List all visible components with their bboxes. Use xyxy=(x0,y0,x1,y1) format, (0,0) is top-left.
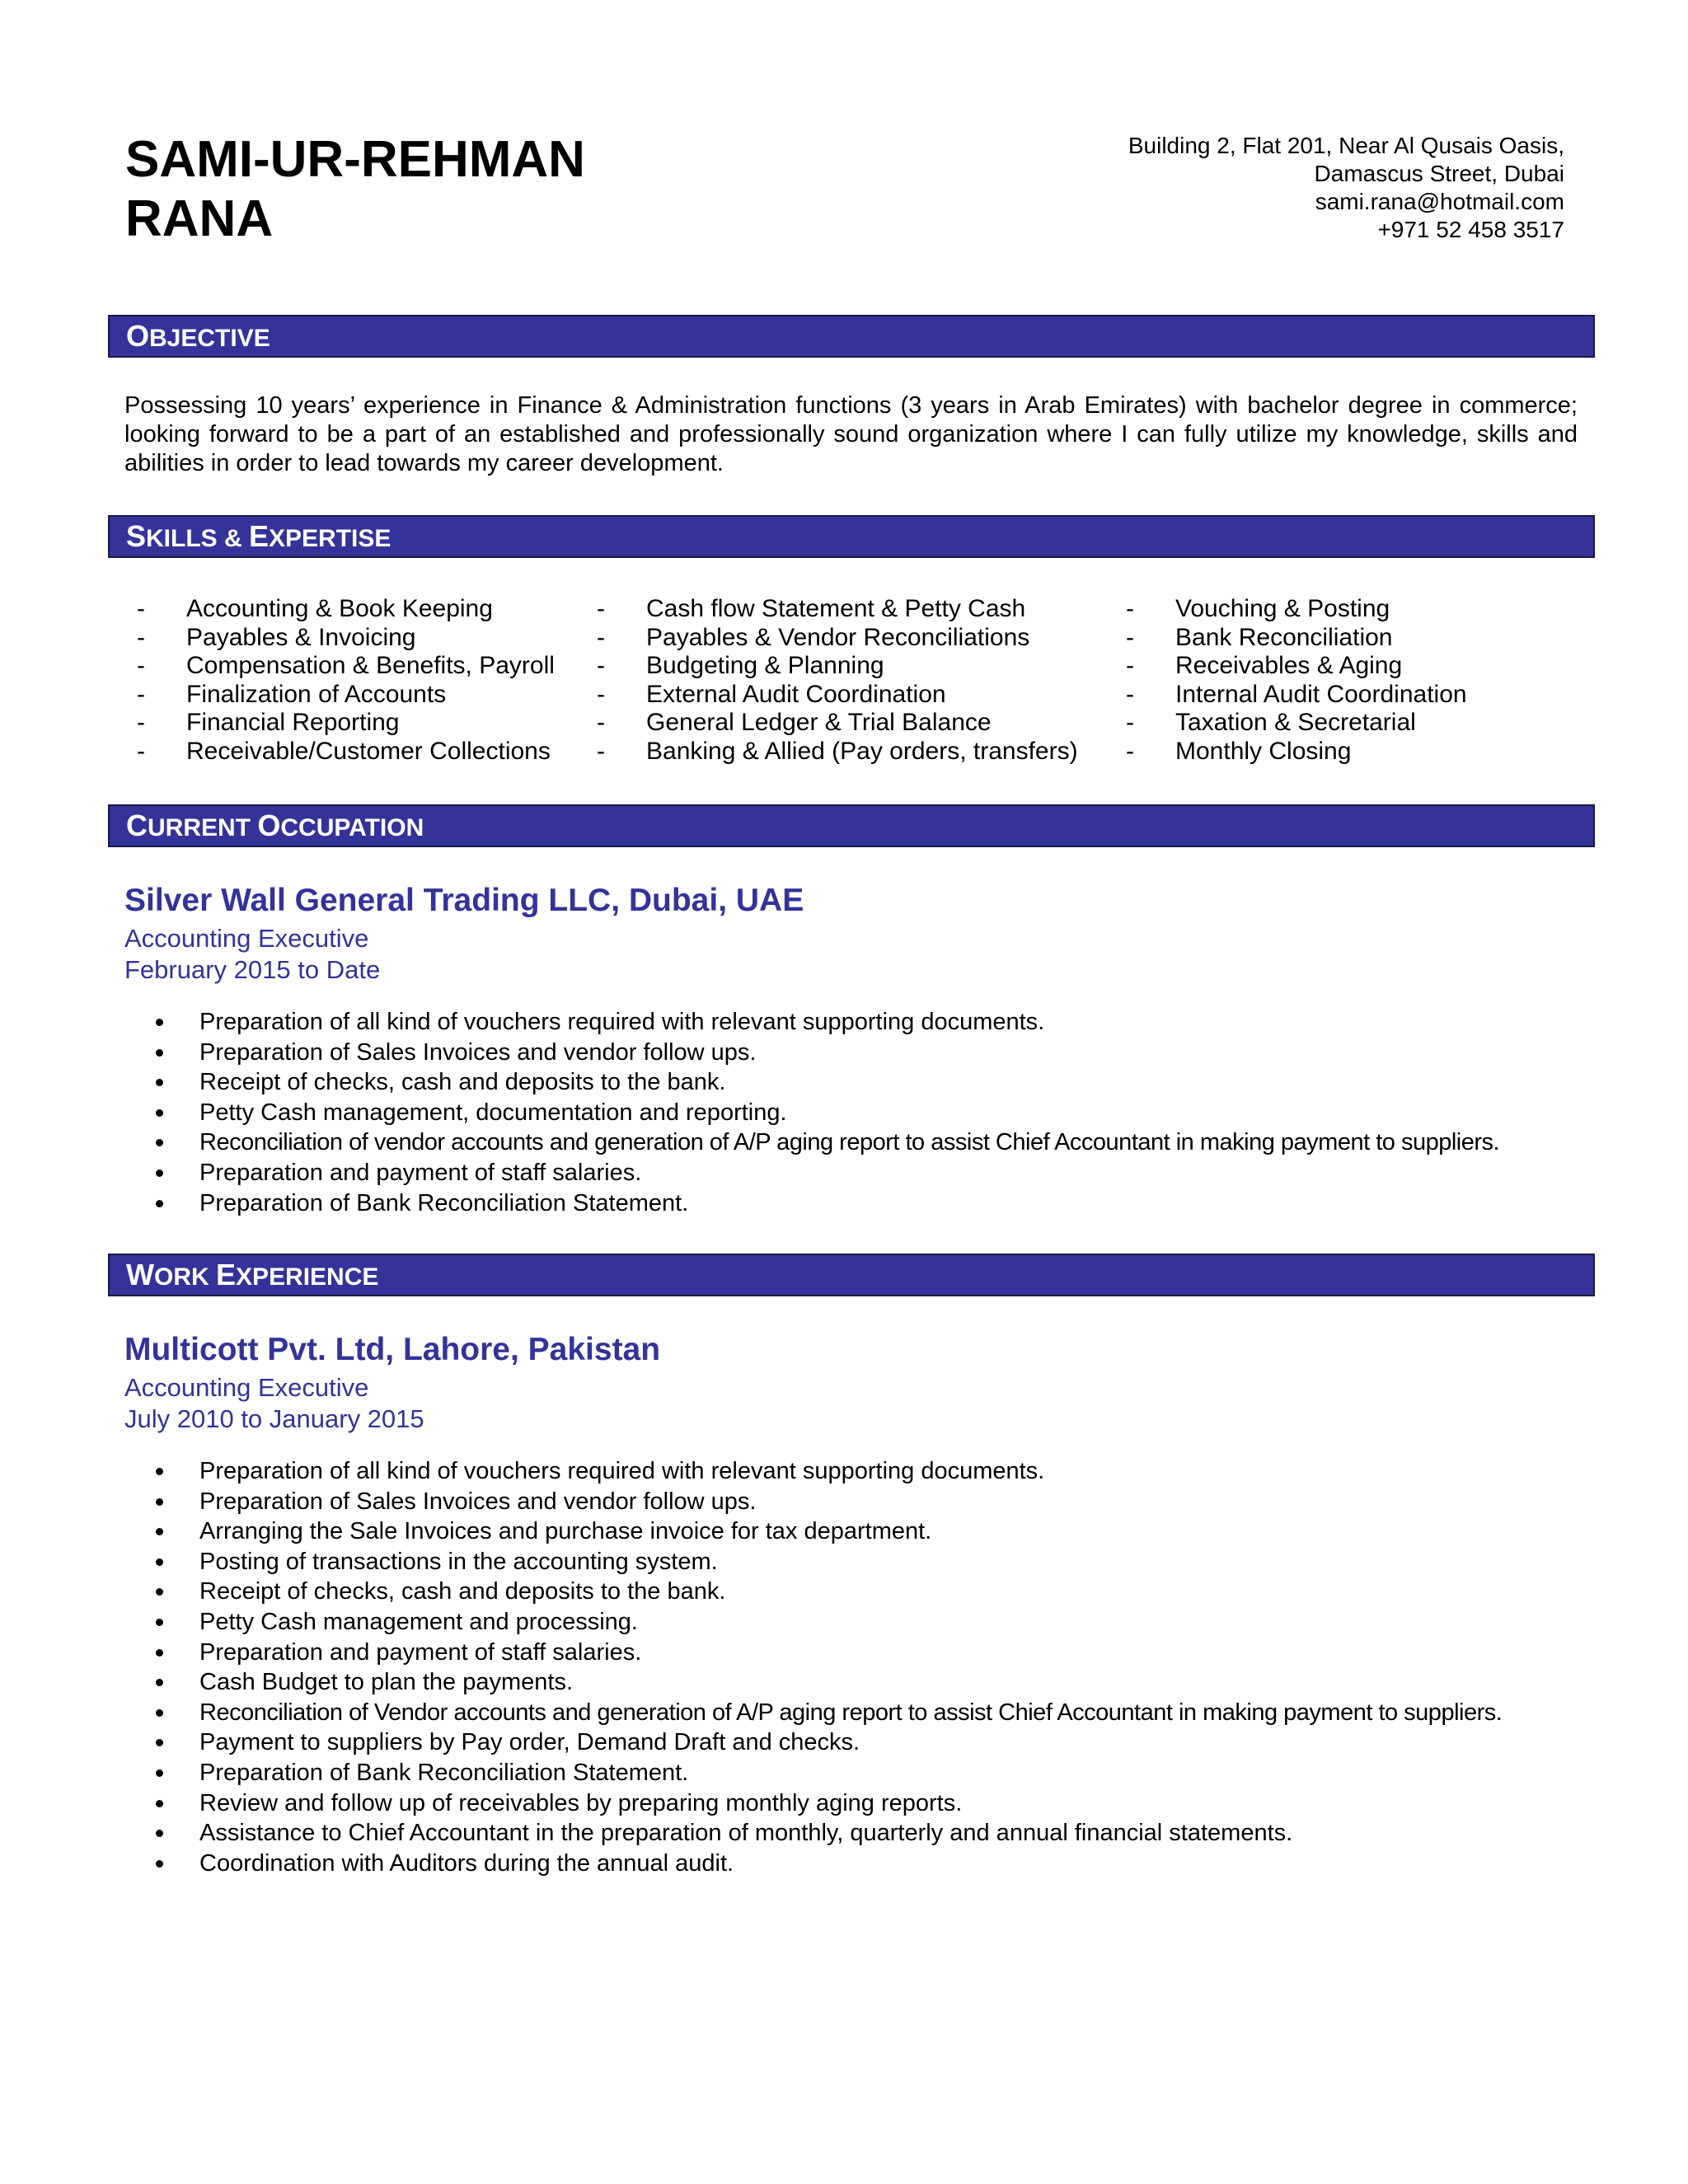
dash: - xyxy=(137,623,145,651)
section-skills-rest-1: KILLS & xyxy=(146,525,250,552)
bullet-icon xyxy=(156,1049,163,1057)
objective-text: Possessing 10 years’ experience in Finance & Administration functions (3 years in Arab Emirates) with bachelor degree in commerce; looking forward to be a part of an established and professionally sound organization where I can fully utilize my knowledge, skills and abilities in order to lead towards my career development. xyxy=(124,392,1578,476)
bullet-icon xyxy=(156,1169,163,1177)
section-current-rest-1: URRENT xyxy=(148,814,258,841)
list-item xyxy=(148,1667,1599,1698)
list-item xyxy=(148,1698,1599,1728)
duty-text: Cash Budget to plan the payments. xyxy=(199,1669,574,1696)
section-work-experience xyxy=(108,1254,1595,1296)
list-item xyxy=(148,1456,1599,1487)
list-item xyxy=(148,1818,1599,1849)
dash: - xyxy=(137,652,145,679)
section-objective-rest: BJECTIVE xyxy=(149,325,270,352)
skill-label: General Ledger & Trial Balance xyxy=(646,709,992,736)
section-work-initial-2: E xyxy=(215,1258,236,1291)
section-skills-initial-2: E xyxy=(249,519,270,553)
dash: - xyxy=(597,595,605,622)
bullet-icon xyxy=(156,1769,163,1777)
list-item xyxy=(148,1758,1599,1788)
bullet-icon xyxy=(156,1079,163,1086)
dash: - xyxy=(597,680,605,708)
dash: - xyxy=(1126,652,1134,679)
section-skills-rest-2: XPERTISE xyxy=(269,525,392,552)
bullet-icon xyxy=(156,1528,163,1535)
bullet-icon xyxy=(156,1709,163,1717)
duty-text: Reconciliation of vendor accounts and generation of A/P aging report to assist Chief Accountant in making payment to suppliers. xyxy=(199,1129,1500,1156)
email: sami.rana@hotmail.com xyxy=(1315,189,1564,214)
previous-job-dates: July 2010 to January 2015 xyxy=(124,1404,424,1433)
bullet-icon xyxy=(156,1109,163,1117)
duty-text: Preparation of Bank Reconciliation Statement. xyxy=(199,1759,689,1786)
duty-text: Reconciliation of Vendor accounts and generation of A/P aging report to assist Chief Accountant in making payment to suppliers. xyxy=(199,1699,1503,1726)
duty-text: Preparation of Sales Invoices and vendor follow ups. xyxy=(199,1488,757,1515)
skill-label: Internal Audit Coordination xyxy=(1175,680,1467,708)
dash: - xyxy=(137,737,145,765)
section-skills-initial: S xyxy=(126,519,147,553)
dash: - xyxy=(597,737,605,765)
skill-label: Payables & Invoicing xyxy=(186,623,416,651)
section-skills xyxy=(108,515,1595,558)
bullet-icon xyxy=(156,1830,163,1837)
dash: - xyxy=(1126,623,1134,651)
duty-text: Coordination with Auditors during the annual audit. xyxy=(199,1849,734,1877)
dash: - xyxy=(1126,680,1134,708)
list-item xyxy=(148,1607,1599,1638)
skill-label: Banking & Allied (Pay orders, transfers) xyxy=(646,737,1078,765)
bullet-icon xyxy=(156,1619,163,1626)
skill-label: Receivable/Customer Collections xyxy=(186,737,551,765)
list-item xyxy=(148,1158,1599,1188)
candidate-name xyxy=(125,130,585,249)
dash: - xyxy=(1126,595,1134,622)
dash: - xyxy=(1126,737,1134,765)
duty-text: Preparation and payment of staff salaries. xyxy=(199,1638,642,1666)
duty-text: Receipt of checks, cash and deposits to the bank. xyxy=(199,1578,726,1605)
duty-text: Receipt of checks, cash and deposits to the bank. xyxy=(199,1069,726,1096)
duty-text: Assistance to Chief Accountant in the preparation of monthly, quarterly and annual financial statements. xyxy=(199,1820,1293,1847)
previous-duties-list xyxy=(148,1456,1599,1878)
name-line-2: RANA xyxy=(125,190,274,247)
dash: - xyxy=(597,652,605,679)
duty-text: Arranging the Sale Invoices and purchase invoice for tax department. xyxy=(199,1518,932,1545)
list-item xyxy=(148,1188,1599,1219)
address-line-2: Damascus Street, Dubai xyxy=(1314,161,1564,186)
list-item xyxy=(148,1727,1599,1758)
bullet-icon xyxy=(156,1139,163,1146)
bullet-icon xyxy=(156,1588,163,1596)
current-company: Silver Wall General Trading LLC, Dubai, UAE xyxy=(124,883,804,918)
skill-label: Payables & Vendor Reconciliations xyxy=(646,623,1030,651)
duty-text: Posting of transactions in the accounting system. xyxy=(199,1548,718,1575)
duty-text: Preparation of Bank Reconciliation Statement. xyxy=(199,1189,689,1216)
list-item xyxy=(148,1038,1599,1068)
duty-text: Petty Cash management and processing. xyxy=(199,1608,638,1635)
bullet-icon xyxy=(156,1739,163,1746)
bullet-icon xyxy=(156,1200,163,1207)
skill-label: Monthly Closing xyxy=(1175,737,1352,765)
skill-label: Vouching & Posting xyxy=(1175,595,1390,622)
skill-label: Bank Reconciliation xyxy=(1175,623,1393,651)
address-line-1: Building 2, Flat 201, Near Al Qusais Oasis, xyxy=(1128,133,1564,158)
duty-text: Preparation of all kind of vouchers required with relevant supporting documents. xyxy=(199,1458,1045,1484)
phone: +971 52 458 3517 xyxy=(1377,217,1564,242)
previous-job-title: Accounting Executive xyxy=(124,1373,369,1402)
section-work-rest-1: ORK xyxy=(153,1263,216,1291)
duty-text: Payment to suppliers by Pay order, Demand Draft and checks. xyxy=(199,1729,860,1756)
name-line-1: SAMI-UR-REHMAN xyxy=(125,131,585,188)
bullet-icon xyxy=(156,1468,163,1475)
duty-text: Preparation and payment of staff salaries. xyxy=(199,1159,642,1186)
skill-label: Taxation & Secretarial xyxy=(1175,709,1416,736)
current-job-dates: February 2015 to Date xyxy=(124,955,381,984)
list-item xyxy=(148,1638,1599,1668)
bullet-icon xyxy=(156,1860,163,1868)
list-item xyxy=(148,1547,1599,1577)
duty-text: Preparation of all kind of vouchers required with relevant supporting documents. xyxy=(199,1009,1045,1035)
list-item xyxy=(148,1849,1599,1879)
section-work-initial: W xyxy=(126,1258,154,1291)
bullet-icon xyxy=(156,1019,163,1026)
bullet-icon xyxy=(156,1558,163,1566)
skill-label: External Audit Coordination xyxy=(646,680,946,708)
list-item xyxy=(148,1098,1599,1128)
skill-label: Financial Reporting xyxy=(186,709,400,736)
bullet-icon xyxy=(156,1498,163,1506)
previous-company: Multicott Pvt. Ltd, Lahore, Pakistan xyxy=(124,1332,661,1367)
dash: - xyxy=(1126,709,1134,736)
skill-label: Receivables & Aging xyxy=(1175,652,1403,679)
section-current-initial: C xyxy=(126,808,148,842)
bullet-icon xyxy=(156,1649,163,1657)
duty-text: Petty Cash management, documentation and reporting. xyxy=(199,1099,787,1126)
section-work-rest-2: XPERIENCE xyxy=(236,1263,379,1291)
dash: - xyxy=(597,623,605,651)
skill-label: Compensation & Benefits, Payroll xyxy=(186,652,555,679)
current-duties-list xyxy=(148,1007,1599,1218)
skill-label: Cash flow Statement & Petty Cash xyxy=(646,595,1026,622)
list-item xyxy=(148,1577,1599,1607)
skill-label: Accounting & Book Keeping xyxy=(186,595,493,622)
list-item xyxy=(148,1127,1599,1158)
skill-label: Budgeting & Planning xyxy=(646,652,884,679)
list-item xyxy=(148,1788,1599,1819)
section-objective-initial: O xyxy=(126,319,150,353)
list-item xyxy=(148,1007,1599,1038)
section-current-initial-2: O xyxy=(257,808,281,842)
dash: - xyxy=(137,595,145,622)
list-item xyxy=(148,1516,1599,1547)
duty-text: Review and follow up of receivables by preparing monthly aging reports. xyxy=(199,1789,963,1816)
current-job-title: Accounting Executive xyxy=(124,924,369,953)
contact-block xyxy=(905,132,1564,244)
bullet-icon xyxy=(156,1679,163,1686)
list-item xyxy=(148,1067,1599,1098)
section-current-rest-2: CCUPATION xyxy=(280,814,424,841)
section-objective xyxy=(108,315,1595,358)
dash: - xyxy=(597,709,605,736)
dash: - xyxy=(137,680,145,708)
list-item xyxy=(148,1487,1599,1517)
skill-label: Finalization of Accounts xyxy=(186,680,447,708)
bullet-icon xyxy=(156,1800,163,1807)
duty-text: Preparation of Sales Invoices and vendor follow ups. xyxy=(199,1038,757,1066)
dash: - xyxy=(137,709,145,736)
section-current-occupation xyxy=(108,804,1595,847)
